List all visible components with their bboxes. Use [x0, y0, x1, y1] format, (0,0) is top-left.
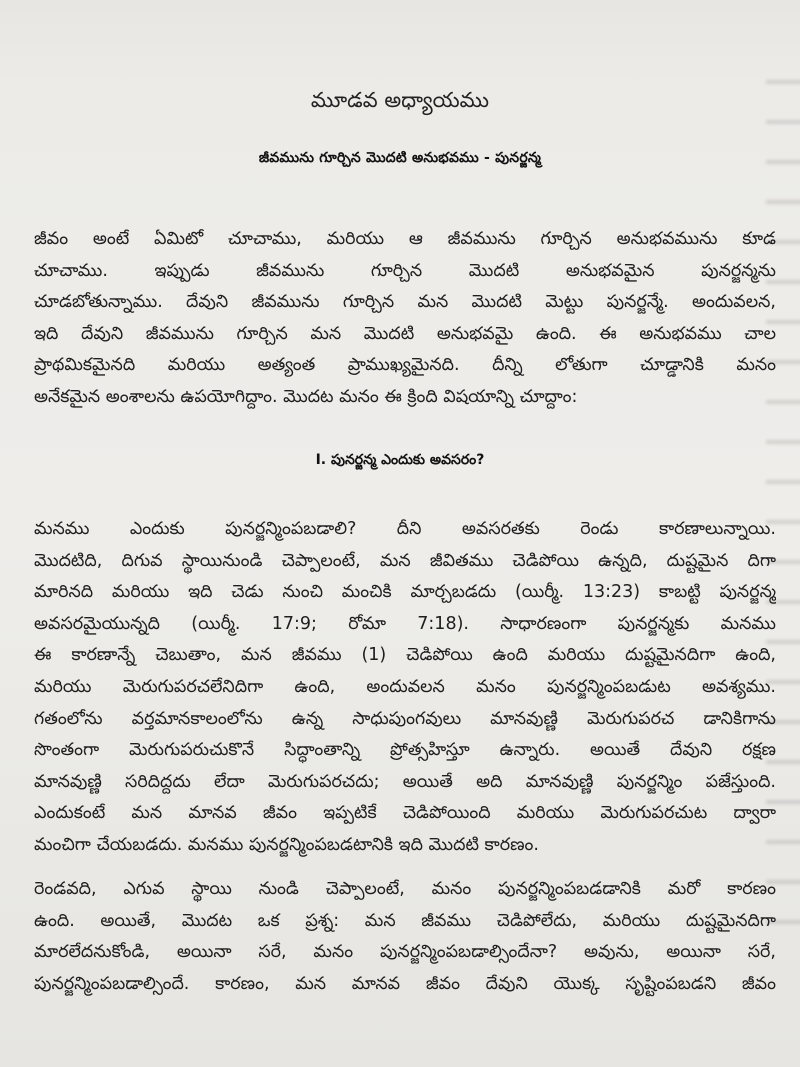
paragraph-line: ఇది దేవుని జీవమును గూర్చిన మన మొదటి అనుభవమై ఉంది. ఈ అనుభవము చాల — [34, 323, 776, 344]
paragraph-line: ఉంది. అయితే, మొదట ఒక ప్రశ్న: మన జీవము చెడిపోలేదు, మరియు దుష్టమైనదిగా — [34, 910, 776, 931]
paragraph-line: మొదటిది, దిగువ స్థాయినుండి చెప్పాలంటే, మన జీవితము చెడిపోయి ఉన్నది, దుష్టమైన దిగా — [34, 550, 776, 571]
paragraph-3 — [34, 874, 776, 1000]
paragraph-line: మనము ఎందుకు పునర్జన్మింపబడాలి? దీని అవసరతకు రెండు కారణాలున్నాయి. — [34, 519, 776, 539]
bleed-through-text — [30, 0, 790, 26]
paragraph-line: మంచిగా చేయబడదు. మనము పునర్జన్మింపబడటానికి ఇది మొదటి కారణం. — [34, 834, 539, 855]
paragraph-line: సొంతంగా మెరుగుపరుచుకొనే సిద్ధాంతాన్ని ప్రోత్సహిస్తూ ఉన్నారు. అయితే దేవుని రక్షణ — [34, 740, 776, 761]
paragraph-line: చూచాము. ఇప్పుడు జీవమును గూర్చిన మొదటి అనుభవమైన పునర్జన్మను — [34, 260, 776, 281]
paragraph-line: మారలేదనుకోండి, అయినా సరే, మనం పునర్జన్మింపబడాల్సిందేనా? అవును, అయినా సరే, — [34, 942, 776, 963]
paragraph-line: చూడబోతున్నాము. దేవుని జీవమును గూర్చిన మన మొదటి మెట్టు పునర్జన్మే. అందువలన, — [34, 292, 776, 313]
paragraph-line: అవసరమైయున్నది (యిర్మీ. 17:9; రోమా 7:18). సాధారణంగా పునర్జన్మకు మనము — [34, 613, 776, 634]
section-heading: I. పునర్జన్మ ఎందుకు అవసరం? — [315, 452, 485, 468]
chapter-title: జీవమును గూర్చిన మొదటి అనుభవము - పునర్జన్మ — [258, 150, 542, 166]
paragraph-line: మారినది మరియు ఇది చెడు నుంచి మంచికి మార్చబడదు (యిర్మీ. 13:23) కాబట్టి పునర్జన్మ — [34, 582, 776, 603]
paragraph-line: మానవుణ్ణి సరిదిద్దదు లేదా మెరుగుపరచదు; అయితే అది మానవుణ్ణి పునర్జన్మిం పజేస్తుంది. — [34, 771, 776, 792]
paragraph-line: ప్రాథమికమైనది మరియు అత్యంత ప్రాముఖ్యమైనది. దీన్ని లోతుగా చూడ్డానికి మనం — [34, 355, 776, 376]
paragraph-line: జీవం అంటే ఏమిటో చూచాము, మరియు ఆ జీవమును గూర్చిన అనుభవమును కూడ — [34, 229, 776, 249]
paragraph-line: అనేకమైన అంశాలను ఉపయోగిద్దాం. మొదట మనం ఈ క్రింది విషయాన్ని చూద్దాం: — [34, 386, 578, 407]
paragraph-1 — [34, 224, 776, 414]
paragraph-line: రెండవది, ఎగువ స్థాయి నుండి చెప్పాలంటే, మనం పునర్జన్మింపబడడానికి మరో కారణం — [34, 879, 776, 899]
paragraph-line: గతంలోను వర్తమానకాలంలోను ఉన్న సాధుపుంగవులు మానవుణ్ణి మెరుగుపరచ డానికిగాను — [34, 708, 776, 729]
paragraph-line: పునర్జన్మింపబడాల్సిందే. కారణం, మన మానవ జీవం దేవుని యొక్క సృష్టింపబడని జీవం — [34, 973, 776, 994]
paragraph-line: ఎందుకంటే మన మానవ జీవం ఇప్పటికే చెడిపోయింది మరియు మెరుగుపరచుట ద్వారా — [34, 803, 776, 824]
chapter-label: మూడవ అధ్యాయము — [310, 88, 490, 112]
paragraph-2 — [34, 514, 776, 862]
paragraph-line: మరియు మెరుగుపరచలేనిదిగా ఉంది, అందువలన మనం పునర్జన్మింపబడుట అవశ్యము. — [34, 676, 776, 697]
paragraph-line: ఈ కారణాన్నే చెబుతాం, మన జీవము (1) చెడిపోయి ఉంది మరియు దుష్టమైనదిగా ఉంది, — [34, 645, 776, 666]
